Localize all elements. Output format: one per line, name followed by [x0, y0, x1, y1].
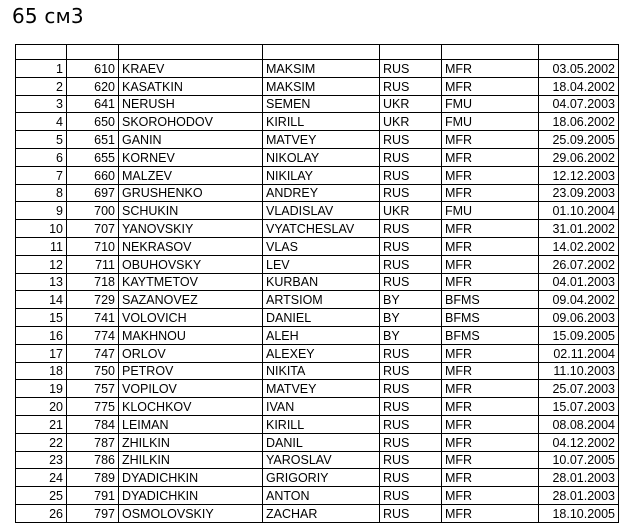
- table-row: [16, 131, 619, 149]
- bib-number-cell: 775: [67, 398, 119, 416]
- country-cell: RUS: [380, 131, 442, 149]
- row-number-cell: 1: [16, 60, 67, 78]
- row-number-cell: 20: [16, 398, 67, 416]
- bib-number-cell: 729: [67, 291, 119, 309]
- federation-cell: MFR: [442, 77, 539, 95]
- last-name-cell: OBUHOVSKY: [119, 255, 263, 273]
- federation-cell: FMU: [442, 202, 539, 220]
- table-row: [16, 148, 619, 166]
- table-row: [16, 273, 619, 291]
- row-number-cell: 25: [16, 487, 67, 505]
- table-row: [16, 113, 619, 131]
- first-name-cell: SEMEN: [263, 95, 380, 113]
- country-cell: RUS: [380, 148, 442, 166]
- birth-date-cell: 28.01.2003: [539, 469, 619, 487]
- country-cell: RUS: [380, 220, 442, 238]
- country-cell: RUS: [380, 415, 442, 433]
- first-name-cell: MAKSIM: [263, 77, 380, 95]
- birth-date-cell: 11.10.2003: [539, 362, 619, 380]
- first-name-cell: GRIGORIY: [263, 469, 380, 487]
- table-row: [16, 362, 619, 380]
- last-name-cell: NERUSH: [119, 95, 263, 113]
- federation-cell: MFR: [442, 255, 539, 273]
- table-row: [16, 202, 619, 220]
- last-name-cell: KLOCHKOV: [119, 398, 263, 416]
- federation-cell: MFR: [442, 433, 539, 451]
- table-row: [16, 398, 619, 416]
- federation-cell: MFR: [442, 131, 539, 149]
- federation-cell: MFR: [442, 237, 539, 255]
- last-name-cell: GANIN: [119, 131, 263, 149]
- last-name-cell: GRUSHENKO: [119, 184, 263, 202]
- row-number-cell: 2: [16, 77, 67, 95]
- header-cell-empty: [380, 45, 442, 60]
- first-name-cell: VLAS: [263, 237, 380, 255]
- federation-cell: MFR: [442, 148, 539, 166]
- row-number-cell: 15: [16, 309, 67, 327]
- federation-cell: BFMS: [442, 309, 539, 327]
- country-cell: UKR: [380, 113, 442, 131]
- bib-number-cell: 787: [67, 433, 119, 451]
- bib-number-cell: 750: [67, 362, 119, 380]
- federation-cell: MFR: [442, 487, 539, 505]
- birth-date-cell: 15.09.2005: [539, 326, 619, 344]
- country-cell: RUS: [380, 398, 442, 416]
- federation-cell: MFR: [442, 415, 539, 433]
- table-row: [16, 255, 619, 273]
- row-number-cell: 18: [16, 362, 67, 380]
- country-cell: RUS: [380, 451, 442, 469]
- last-name-cell: KRAEV: [119, 60, 263, 78]
- row-number-cell: 14: [16, 291, 67, 309]
- bib-number-cell: 797: [67, 504, 119, 522]
- header-cell-empty: [16, 45, 67, 60]
- last-name-cell: SCHUKIN: [119, 202, 263, 220]
- federation-cell: BFMS: [442, 326, 539, 344]
- first-name-cell: IVAN: [263, 398, 380, 416]
- table-row: [16, 220, 619, 238]
- last-name-cell: PETROV: [119, 362, 263, 380]
- birth-date-cell: 15.07.2003: [539, 398, 619, 416]
- country-cell: BY: [380, 309, 442, 327]
- birth-date-cell: 09.06.2003: [539, 309, 619, 327]
- birth-date-cell: 09.04.2002: [539, 291, 619, 309]
- table-row: [16, 504, 619, 522]
- row-number-cell: 13: [16, 273, 67, 291]
- country-cell: RUS: [380, 487, 442, 505]
- last-name-cell: MALZEV: [119, 166, 263, 184]
- federation-cell: MFR: [442, 220, 539, 238]
- bib-number-cell: 651: [67, 131, 119, 149]
- birth-date-cell: 02.11.2004: [539, 344, 619, 362]
- birth-date-cell: 23.09.2003: [539, 184, 619, 202]
- table-row: [16, 166, 619, 184]
- table-row: [16, 451, 619, 469]
- table-row: [16, 184, 619, 202]
- bib-number-cell: 697: [67, 184, 119, 202]
- bib-number-cell: 747: [67, 344, 119, 362]
- birth-date-cell: 08.08.2004: [539, 415, 619, 433]
- federation-cell: BFMS: [442, 291, 539, 309]
- last-name-cell: NEKRASOV: [119, 237, 263, 255]
- country-cell: RUS: [380, 77, 442, 95]
- table-row: [16, 415, 619, 433]
- last-name-cell: SAZANOVEZ: [119, 291, 263, 309]
- bib-number-cell: 774: [67, 326, 119, 344]
- country-cell: BY: [380, 326, 442, 344]
- first-name-cell: ANDREY: [263, 184, 380, 202]
- bib-number-cell: 711: [67, 255, 119, 273]
- first-name-cell: ARTSIOM: [263, 291, 380, 309]
- row-number-cell: 4: [16, 113, 67, 131]
- bib-number-cell: 710: [67, 237, 119, 255]
- first-name-cell: LEV: [263, 255, 380, 273]
- country-cell: UKR: [380, 202, 442, 220]
- header-cell-empty: [119, 45, 263, 60]
- first-name-cell: VYATCHESLAV: [263, 220, 380, 238]
- last-name-cell: OSMOLOVSKIY: [119, 504, 263, 522]
- first-name-cell: KIRILL: [263, 415, 380, 433]
- bib-number-cell: 610: [67, 60, 119, 78]
- last-name-cell: KASATKIN: [119, 77, 263, 95]
- bib-number-cell: 700: [67, 202, 119, 220]
- bib-number-cell: 784: [67, 415, 119, 433]
- header-cell-empty: [263, 45, 380, 60]
- row-number-cell: 22: [16, 433, 67, 451]
- last-name-cell: DYADICHKIN: [119, 469, 263, 487]
- federation-cell: MFR: [442, 362, 539, 380]
- first-name-cell: KURBAN: [263, 273, 380, 291]
- row-number-cell: 16: [16, 326, 67, 344]
- bib-number-cell: 655: [67, 148, 119, 166]
- country-cell: RUS: [380, 469, 442, 487]
- last-name-cell: YANOVSKIY: [119, 220, 263, 238]
- bib-number-cell: 718: [67, 273, 119, 291]
- page-title: 65 см3: [12, 4, 84, 28]
- row-number-cell: 24: [16, 469, 67, 487]
- birth-date-cell: 18.06.2002: [539, 113, 619, 131]
- birth-date-cell: 18.10.2005: [539, 504, 619, 522]
- table-row: [16, 95, 619, 113]
- first-name-cell: KIRILL: [263, 113, 380, 131]
- federation-cell: MFR: [442, 469, 539, 487]
- country-cell: RUS: [380, 344, 442, 362]
- first-name-cell: ALEXEY: [263, 344, 380, 362]
- first-name-cell: MATVEY: [263, 380, 380, 398]
- birth-date-cell: 03.05.2002: [539, 60, 619, 78]
- row-number-cell: 10: [16, 220, 67, 238]
- country-cell: RUS: [380, 504, 442, 522]
- last-name-cell: KAYTMETOV: [119, 273, 263, 291]
- bib-number-cell: 650: [67, 113, 119, 131]
- federation-cell: MFR: [442, 380, 539, 398]
- country-cell: UKR: [380, 95, 442, 113]
- bib-number-cell: 620: [67, 77, 119, 95]
- first-name-cell: VLADISLAV: [263, 202, 380, 220]
- row-number-cell: 19: [16, 380, 67, 398]
- bib-number-cell: 660: [67, 166, 119, 184]
- last-name-cell: KORNEV: [119, 148, 263, 166]
- table-row: [16, 344, 619, 362]
- birth-date-cell: 10.07.2005: [539, 451, 619, 469]
- rider-table: [15, 44, 619, 523]
- first-name-cell: NIKITA: [263, 362, 380, 380]
- birth-date-cell: 18.04.2002: [539, 77, 619, 95]
- birth-date-cell: 12.12.2003: [539, 166, 619, 184]
- table-row: [16, 237, 619, 255]
- last-name-cell: SKOROHODOV: [119, 113, 263, 131]
- birth-date-cell: 01.10.2004: [539, 202, 619, 220]
- first-name-cell: ALEH: [263, 326, 380, 344]
- birth-date-cell: 04.01.2003: [539, 273, 619, 291]
- federation-cell: MFR: [442, 166, 539, 184]
- birth-date-cell: 26.07.2002: [539, 255, 619, 273]
- bib-number-cell: 757: [67, 380, 119, 398]
- federation-cell: MFR: [442, 504, 539, 522]
- country-cell: RUS: [380, 184, 442, 202]
- header-cell-empty: [539, 45, 619, 60]
- table-row: [16, 60, 619, 78]
- row-number-cell: 11: [16, 237, 67, 255]
- country-cell: BY: [380, 291, 442, 309]
- country-cell: RUS: [380, 255, 442, 273]
- last-name-cell: ZHILKIN: [119, 433, 263, 451]
- first-name-cell: ZACHAR: [263, 504, 380, 522]
- federation-cell: MFR: [442, 398, 539, 416]
- row-number-cell: 17: [16, 344, 67, 362]
- birth-date-cell: 14.02.2002: [539, 237, 619, 255]
- country-cell: RUS: [380, 380, 442, 398]
- first-name-cell: NIKOLAY: [263, 148, 380, 166]
- last-name-cell: LEIMAN: [119, 415, 263, 433]
- birth-date-cell: 28.01.2003: [539, 487, 619, 505]
- table-row: [16, 77, 619, 95]
- federation-cell: MFR: [442, 273, 539, 291]
- federation-cell: MFR: [442, 344, 539, 362]
- row-number-cell: 9: [16, 202, 67, 220]
- last-name-cell: ORLOV: [119, 344, 263, 362]
- table-row: [16, 291, 619, 309]
- federation-cell: MFR: [442, 451, 539, 469]
- federation-cell: MFR: [442, 184, 539, 202]
- bib-number-cell: 641: [67, 95, 119, 113]
- last-name-cell: VOLOVICH: [119, 309, 263, 327]
- row-number-cell: 26: [16, 504, 67, 522]
- birth-date-cell: 25.09.2005: [539, 131, 619, 149]
- bib-number-cell: 791: [67, 487, 119, 505]
- country-cell: RUS: [380, 433, 442, 451]
- row-number-cell: 23: [16, 451, 67, 469]
- table-header-row: [16, 45, 619, 60]
- last-name-cell: MAKHNOU: [119, 326, 263, 344]
- country-cell: RUS: [380, 273, 442, 291]
- bib-number-cell: 707: [67, 220, 119, 238]
- table-row: [16, 309, 619, 327]
- last-name-cell: ZHILKIN: [119, 451, 263, 469]
- country-cell: RUS: [380, 362, 442, 380]
- bib-number-cell: 789: [67, 469, 119, 487]
- table-row: [16, 487, 619, 505]
- country-cell: RUS: [380, 166, 442, 184]
- header-cell-empty: [442, 45, 539, 60]
- federation-cell: MFR: [442, 60, 539, 78]
- birth-date-cell: 04.12.2002: [539, 433, 619, 451]
- birth-date-cell: 25.07.2003: [539, 380, 619, 398]
- first-name-cell: DANIL: [263, 433, 380, 451]
- row-number-cell: 12: [16, 255, 67, 273]
- birth-date-cell: 04.07.2003: [539, 95, 619, 113]
- birth-date-cell: 31.01.2002: [539, 220, 619, 238]
- table-row: [16, 469, 619, 487]
- row-number-cell: 21: [16, 415, 67, 433]
- birth-date-cell: 29.06.2002: [539, 148, 619, 166]
- last-name-cell: DYADICHKIN: [119, 487, 263, 505]
- first-name-cell: DANIEL: [263, 309, 380, 327]
- first-name-cell: YAROSLAV: [263, 451, 380, 469]
- row-number-cell: 6: [16, 148, 67, 166]
- row-number-cell: 7: [16, 166, 67, 184]
- table-row: [16, 326, 619, 344]
- first-name-cell: MAKSIM: [263, 60, 380, 78]
- federation-cell: FMU: [442, 95, 539, 113]
- table-row: [16, 433, 619, 451]
- first-name-cell: NIKILAY: [263, 166, 380, 184]
- country-cell: RUS: [380, 60, 442, 78]
- country-cell: RUS: [380, 237, 442, 255]
- last-name-cell: VOPILOV: [119, 380, 263, 398]
- first-name-cell: MATVEY: [263, 131, 380, 149]
- federation-cell: FMU: [442, 113, 539, 131]
- row-number-cell: 3: [16, 95, 67, 113]
- first-name-cell: ANTON: [263, 487, 380, 505]
- header-cell-empty: [67, 45, 119, 60]
- bib-number-cell: 741: [67, 309, 119, 327]
- bib-number-cell: 786: [67, 451, 119, 469]
- row-number-cell: 5: [16, 131, 67, 149]
- row-number-cell: 8: [16, 184, 67, 202]
- table-row: [16, 380, 619, 398]
